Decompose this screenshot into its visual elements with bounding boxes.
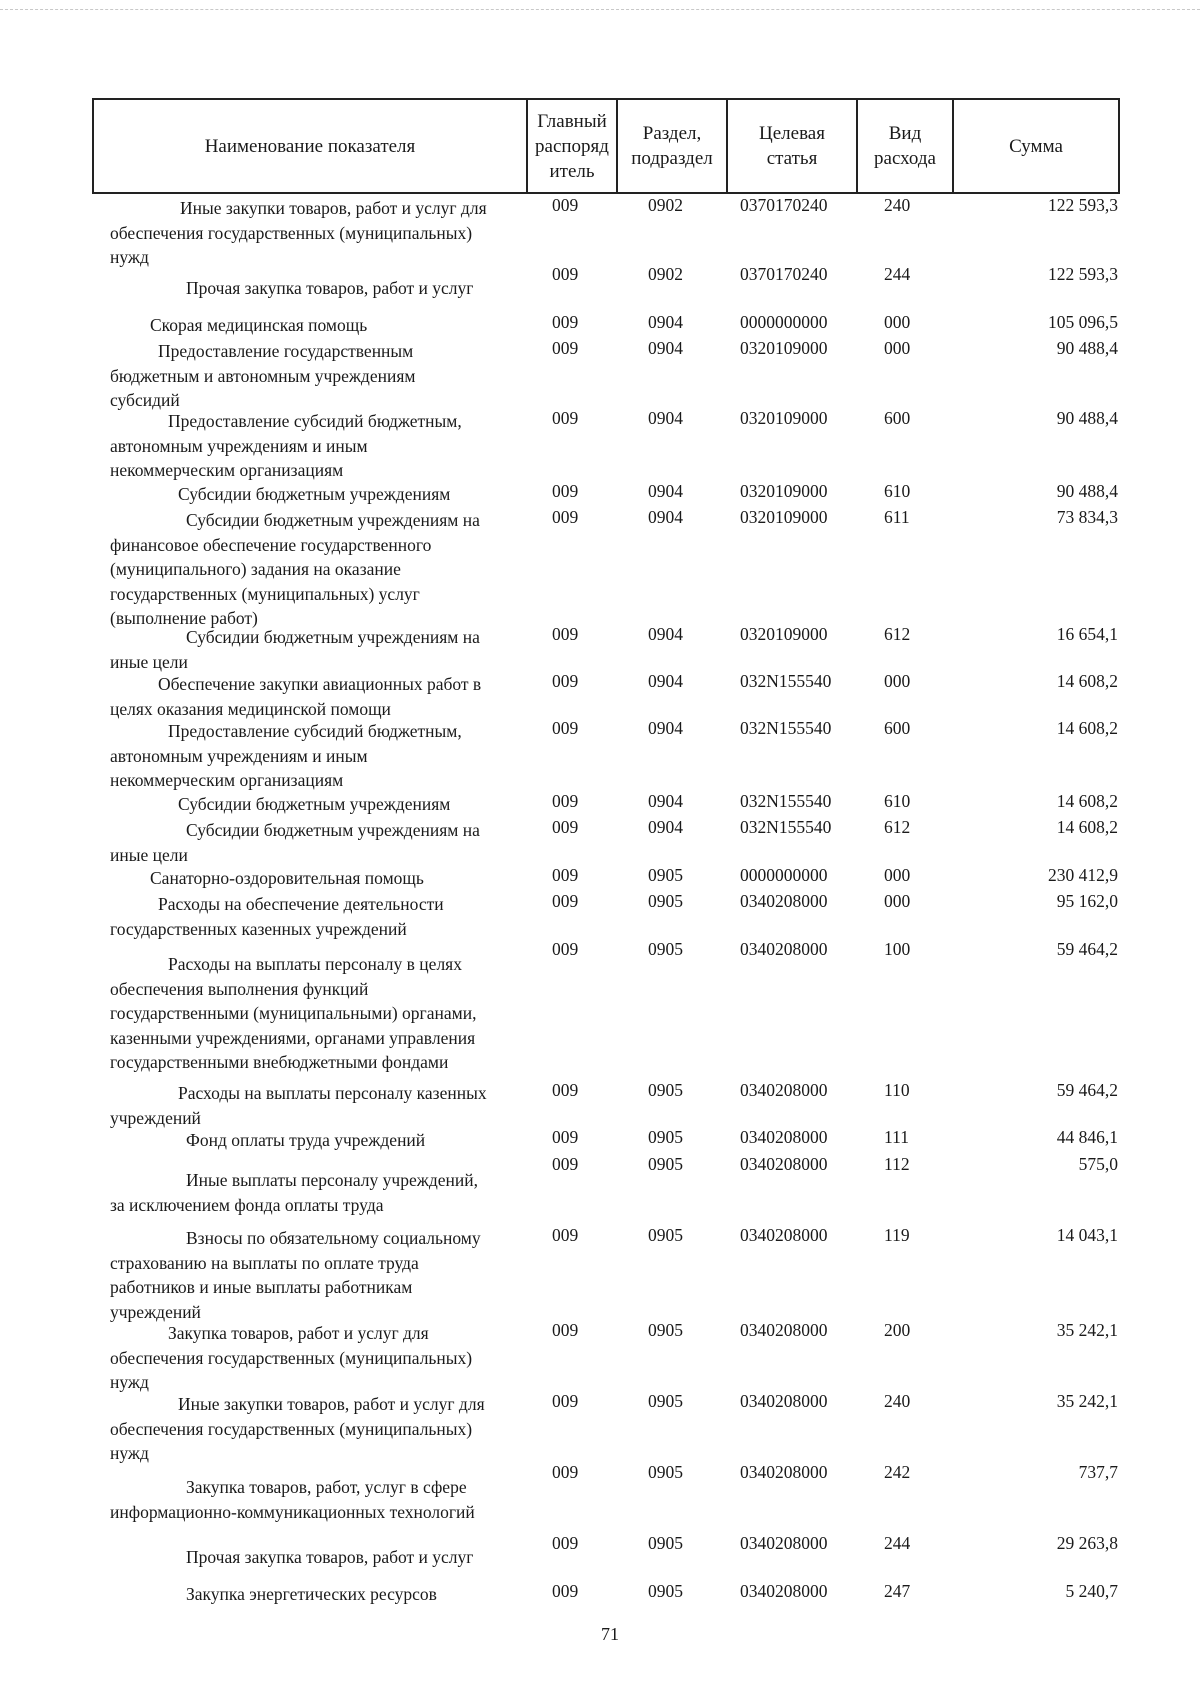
header-sum: Сумма	[953, 99, 1119, 193]
indicator-name-line: Расходы на обеспечение деятельности	[158, 894, 444, 914]
section-code: 0905	[648, 891, 683, 911]
section-code: 0905	[648, 1533, 683, 1553]
indicator-name	[110, 1128, 520, 1153]
section-code: 0902	[648, 264, 683, 284]
grbs-code: 009	[552, 338, 579, 358]
indicator-name	[110, 1392, 520, 1466]
expense-type-code: 110	[884, 1080, 910, 1100]
amount: 90 488,4	[1056, 481, 1118, 501]
indicator-name-line: Фонд оплаты труда учреждений	[186, 1130, 426, 1150]
indicator-name-line: целях оказания медицинской помощи	[110, 698, 391, 719]
indicator-name	[110, 1321, 520, 1395]
indicator-name	[110, 1582, 520, 1607]
indicator-name-line: учреждений	[110, 1107, 201, 1128]
target-article-code: 032N155540	[740, 817, 832, 837]
indicator-name-line: обеспечения государственных (муниципальных)	[110, 1418, 473, 1439]
indicator-name-line: работников и иные выплаты работникам	[110, 1277, 413, 1297]
expense-type-code: 612	[884, 624, 911, 644]
target-article-code: 0320109000	[740, 507, 828, 527]
indicator-name-line: Санаторно-оздоровительная помощь	[150, 868, 424, 888]
expense-type-code: 111	[884, 1127, 909, 1147]
expense-type-code: 612	[884, 817, 911, 837]
target-article-code: 0320109000	[740, 481, 828, 501]
grbs-code: 009	[552, 624, 579, 644]
indicator-name-line: иные цели	[110, 844, 188, 865]
grbs-code: 009	[552, 891, 579, 911]
grbs-code: 009	[552, 939, 579, 959]
indicator-name-line: субсидий	[110, 390, 180, 410]
section-code: 0905	[648, 1127, 683, 1147]
indicator-name-line: Предоставление государственным	[158, 341, 414, 361]
amount: 14 608,2	[1056, 791, 1118, 811]
target-article-code: 0340208000	[740, 1391, 828, 1411]
indicator-name-line: казенными учреждениями, органами управления	[110, 1027, 476, 1048]
indicator-name	[110, 792, 520, 817]
expense-type-code: 200	[884, 1320, 911, 1340]
indicator-name-line: информационно-коммуникационных технологий	[110, 1501, 475, 1522]
expense-type-code: 119	[884, 1225, 910, 1245]
target-article-code: 0340208000	[740, 1225, 828, 1245]
amount: 95 162,0	[1056, 891, 1118, 911]
indicator-name-line: Субсидии бюджетным учреждениям на	[186, 627, 480, 647]
section-code: 0904	[648, 338, 683, 358]
indicator-name	[110, 1475, 520, 1524]
indicator-name	[110, 196, 520, 270]
indicator-name-line: Взносы по обязательному социальному	[186, 1228, 481, 1248]
indicator-name-line: государственными внебюджетными фондами	[110, 1052, 449, 1072]
indicator-name-line: государственными (муниципальными) органами,	[110, 1003, 477, 1023]
section-code: 0905	[648, 865, 683, 885]
target-article-code: 0320109000	[740, 338, 828, 358]
indicator-name-line: Предоставление субсидий бюджетным,	[168, 411, 462, 431]
expense-type-code: 244	[884, 264, 911, 284]
target-article-code: 0340208000	[740, 891, 828, 911]
grbs-code: 009	[552, 718, 579, 738]
grbs-code: 009	[552, 865, 579, 885]
indicator-name-line: Прочая закупка товаров, работ и услуг	[186, 278, 474, 298]
indicator-name	[110, 892, 520, 941]
section-code: 0905	[648, 1581, 683, 1601]
expense-type-code: 000	[884, 891, 911, 911]
expense-type-code: 610	[884, 791, 911, 811]
grbs-code: 009	[552, 817, 579, 837]
section-code: 0905	[648, 1225, 683, 1245]
target-article-code: 0320109000	[740, 624, 828, 644]
expense-type-code: 000	[884, 671, 911, 691]
indicator-name-line: Закупка товаров, работ, услуг в сфере	[186, 1477, 467, 1497]
target-article-code: 0370170240	[740, 195, 828, 215]
expense-type-code: 000	[884, 865, 911, 885]
target-article-code: 0340208000	[740, 1462, 828, 1482]
indicator-name-line: Субсидии бюджетным учреждениям	[178, 794, 451, 814]
target-article-code: 0340208000	[740, 939, 828, 959]
page-number: 71	[601, 1624, 619, 1644]
amount: 90 488,4	[1056, 338, 1118, 358]
indicator-name	[110, 339, 520, 413]
section-code: 0904	[648, 507, 683, 527]
indicator-name-line: Расходы на выплаты персоналу казенных	[178, 1083, 487, 1103]
amount: 14 043,1	[1056, 1225, 1118, 1245]
indicator-name-line: финансовое обеспечение государственного	[110, 534, 432, 555]
indicator-name-line: Расходы на выплаты персоналу в целях	[168, 954, 462, 974]
indicator-name-line: иные цели	[110, 651, 188, 672]
indicator-name-line: обеспечения выполнения функций	[110, 978, 369, 999]
target-article-code: 0340208000	[740, 1320, 828, 1340]
target-article-code: 0340208000	[740, 1127, 828, 1147]
expense-type-code: 600	[884, 718, 911, 738]
indicator-name	[110, 508, 520, 631]
indicator-name	[110, 1081, 520, 1130]
expense-type-code: 112	[884, 1154, 910, 1174]
indicator-name-line: обеспечения государственных (муниципальных)	[110, 1347, 473, 1368]
section-code: 0905	[648, 1320, 683, 1340]
expense-type-code: 000	[884, 312, 911, 332]
indicator-name-line: Скорая медицинская помощь	[150, 315, 368, 335]
amount: 5 240,7	[1065, 1581, 1118, 1601]
indicator-name-line: государственных (муниципальных) услуг	[110, 583, 420, 604]
target-article-code: 0000000000	[740, 312, 828, 332]
section-code: 0904	[648, 791, 683, 811]
indicator-name-line: некоммерческим организациям	[110, 460, 344, 480]
amount: 575,0	[1078, 1154, 1118, 1174]
header-grbs: Главный распоряд итель	[527, 99, 617, 193]
amount: 29 263,8	[1056, 1533, 1118, 1553]
indicator-name-line: бюджетным и автономным учреждениям	[110, 365, 416, 386]
indicator-name	[110, 482, 520, 507]
amount: 230 412,9	[1048, 865, 1118, 885]
expense-type-code: 610	[884, 481, 911, 501]
grbs-code: 009	[552, 1154, 579, 1174]
indicator-name-line: нужд	[110, 247, 149, 267]
amount: 14 608,2	[1056, 671, 1118, 691]
indicator-name	[110, 409, 520, 483]
indicator-name	[110, 276, 520, 301]
amount: 16 654,1	[1056, 624, 1118, 644]
section-code: 0904	[648, 408, 683, 428]
grbs-code: 009	[552, 312, 579, 332]
header-name: Наименование показателя	[93, 99, 527, 193]
amount: 14 608,2	[1056, 817, 1118, 837]
grbs-code: 009	[552, 1391, 579, 1411]
amount: 105 096,5	[1048, 312, 1118, 332]
grbs-code: 009	[552, 1127, 579, 1147]
indicator-name-line: Субсидии бюджетным учреждениям на	[186, 820, 480, 840]
indicator-name-line: (муниципального) задания на оказание	[110, 559, 401, 579]
indicator-name-line: Прочая закупка товаров, работ и услуг	[186, 1547, 474, 1567]
amount: 73 834,3	[1056, 507, 1118, 527]
grbs-code: 009	[552, 195, 579, 215]
expense-type-code: 000	[884, 338, 911, 358]
target-article-code: 0340208000	[740, 1533, 828, 1553]
indicator-name-line: нужд	[110, 1443, 149, 1463]
indicator-name	[110, 952, 520, 1075]
section-code: 0905	[648, 1391, 683, 1411]
target-article-code: 0340208000	[740, 1581, 828, 1601]
expense-type-code: 247	[884, 1581, 911, 1601]
indicator-name	[110, 313, 520, 338]
grbs-code: 009	[552, 481, 579, 501]
indicator-name-line: Иные закупки товаров, работ и услуг для	[180, 198, 487, 218]
amount: 59 464,2	[1056, 1080, 1118, 1100]
expense-type-code: 240	[884, 1391, 911, 1411]
target-article-code: 032N155540	[740, 791, 832, 811]
grbs-code: 009	[552, 408, 579, 428]
grbs-code: 009	[552, 264, 579, 284]
target-article-code: 0320109000	[740, 408, 828, 428]
section-code: 0905	[648, 1462, 683, 1482]
indicator-name-line: Закупка энергетических ресурсов	[186, 1584, 437, 1604]
indicator-name	[110, 1545, 520, 1570]
grbs-code: 009	[552, 791, 579, 811]
indicator-name-line: Закупка товаров, работ и услуг для	[168, 1323, 429, 1343]
indicator-name-line: автономным учреждениям и иным	[110, 745, 368, 766]
indicator-name	[110, 1226, 520, 1324]
header-target-article: Целевая статья	[727, 99, 857, 193]
section-code: 0905	[648, 939, 683, 959]
indicator-name-line: некоммерческим организациям	[110, 770, 344, 790]
grbs-code: 009	[552, 1533, 579, 1553]
amount: 90 488,4	[1056, 408, 1118, 428]
header-razdel: Раздел, подраздел	[617, 99, 727, 193]
target-article-code: 0340208000	[740, 1154, 828, 1174]
amount: 737,7	[1078, 1462, 1118, 1482]
indicator-name	[110, 818, 520, 867]
indicator-name-line: государственных казенных учреждений	[110, 918, 407, 939]
target-article-code: 0370170240	[740, 264, 828, 284]
indicator-name-line: Обеспечение закупки авиационных работ в	[158, 674, 482, 694]
expense-type-code: 100	[884, 939, 911, 959]
indicator-name-line: Предоставление субсидий бюджетным,	[168, 721, 462, 741]
grbs-code: 009	[552, 671, 579, 691]
amount: 44 846,1	[1056, 1127, 1118, 1147]
target-article-code: 032N155540	[740, 671, 832, 691]
section-code: 0902	[648, 195, 683, 215]
indicator-name-line: Иные выплаты персоналу учреждений,	[186, 1170, 478, 1190]
indicator-name-line: Субсидии бюджетным учреждениям на	[186, 510, 480, 530]
grbs-code: 009	[552, 1320, 579, 1340]
expense-type-code: 244	[884, 1533, 911, 1553]
grbs-code: 009	[552, 1581, 579, 1601]
amount: 122 593,3	[1048, 195, 1118, 215]
section-code: 0904	[648, 312, 683, 332]
indicator-name-line: Иные закупки товаров, работ и услуг для	[178, 1394, 485, 1414]
indicator-name	[110, 866, 520, 891]
amount: 14 608,2	[1056, 718, 1118, 738]
grbs-code: 009	[552, 1080, 579, 1100]
indicator-name	[110, 625, 520, 674]
section-code: 0905	[648, 1080, 683, 1100]
section-code: 0905	[648, 1154, 683, 1174]
indicator-name-line: обеспечения государственных (муниципальных)	[110, 222, 473, 243]
grbs-code: 009	[552, 1225, 579, 1245]
amount: 35 242,1	[1056, 1320, 1118, 1340]
expense-type-code: 242	[884, 1462, 911, 1482]
indicator-name-line: за исключением фонда оплаты труда	[110, 1194, 384, 1215]
grbs-code: 009	[552, 507, 579, 527]
target-article-code: 0340208000	[740, 1080, 828, 1100]
amount: 59 464,2	[1056, 939, 1118, 959]
indicator-name-line: Субсидии бюджетным учреждениям	[178, 484, 451, 504]
expense-type-code: 600	[884, 408, 911, 428]
indicator-name	[110, 672, 520, 721]
indicator-name-line: автономным учреждениям и иным	[110, 435, 368, 456]
target-article-code: 032N155540	[740, 718, 832, 738]
section-code: 0904	[648, 481, 683, 501]
section-code: 0904	[648, 718, 683, 738]
indicator-name	[110, 719, 520, 793]
indicator-name-line: страхованию на выплаты по оплате труда	[110, 1252, 419, 1273]
amount: 35 242,1	[1056, 1391, 1118, 1411]
indicator-name-line: нужд	[110, 1372, 149, 1392]
target-article-code: 0000000000	[740, 865, 828, 885]
section-code: 0904	[648, 817, 683, 837]
grbs-code: 009	[552, 1462, 579, 1482]
expense-type-code: 611	[884, 507, 910, 527]
section-code: 0904	[648, 624, 683, 644]
indicator-name-line: (выполнение работ)	[110, 608, 258, 628]
expense-type-code: 240	[884, 195, 911, 215]
indicator-name	[110, 1168, 520, 1217]
header-expense-type: Вид расхода	[857, 99, 953, 193]
amount: 122 593,3	[1048, 264, 1118, 284]
section-code: 0904	[648, 671, 683, 691]
indicator-name-line: учреждений	[110, 1301, 201, 1322]
